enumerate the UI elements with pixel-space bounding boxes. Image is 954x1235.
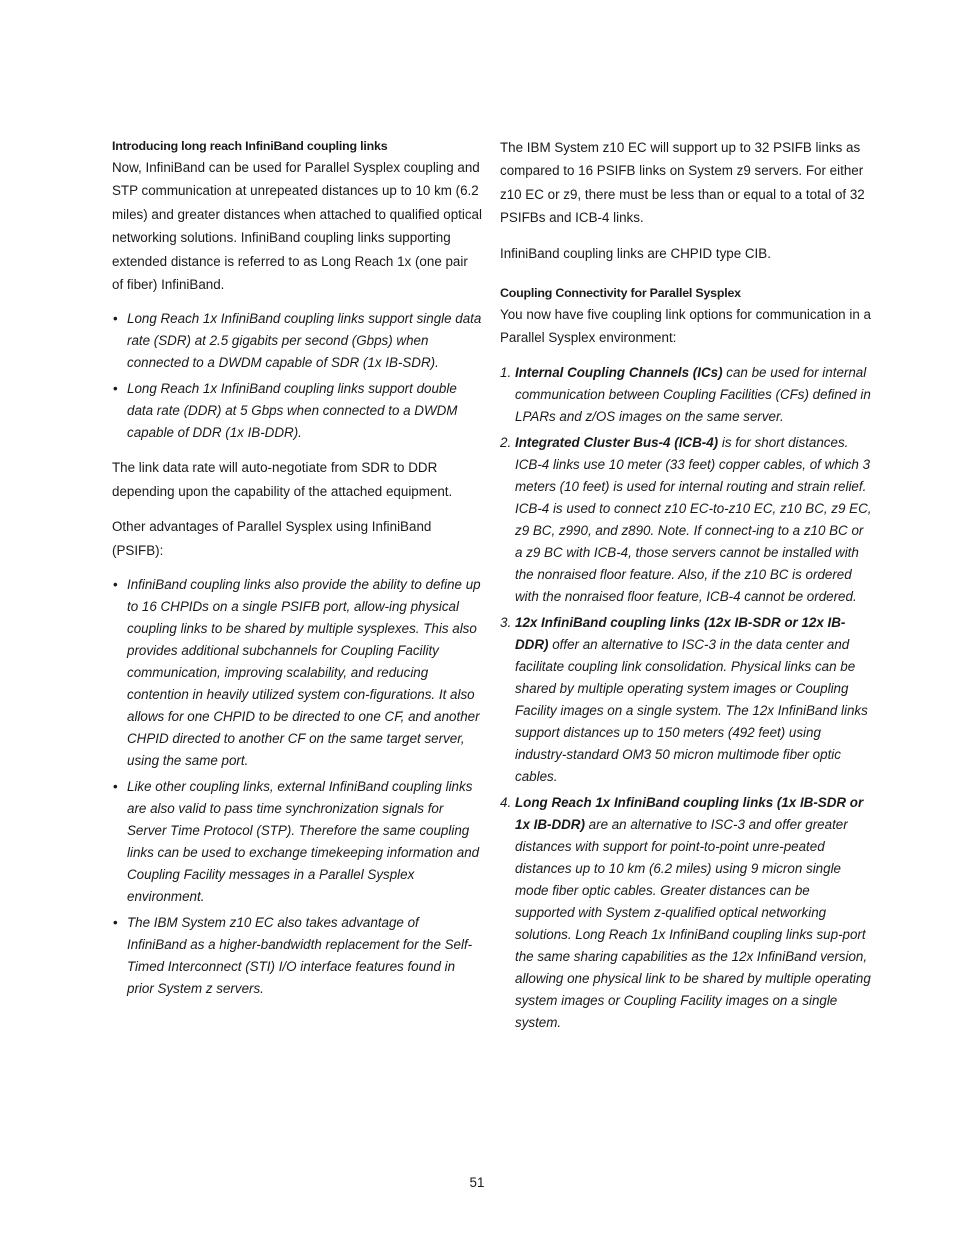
item-number: 1. bbox=[500, 364, 512, 380]
bullet-dot: • bbox=[113, 779, 118, 795]
item-text: is for short distances. ICB-4 links use 10 meter (33 feet) copper cables, of which 3 meters (10 feet) is used for internal routing and strain relief. ICB-4 is used to connect z10 EC-to-z10 EC, z10 BC, z9 EC, z9 BC, z990, and z890. Note. If connect-ing to a z10 BC or a z9 BC with ICB-4, those servers cannot be installed with the nonraised floor feature. Also, if the z10 BC is ordered with the nonraised floor feature, ICB-4 cannot be ordered. bbox=[515, 434, 872, 604]
page-number: 51 bbox=[469, 1175, 485, 1190]
bullet-item: • Long Reach 1x InfiniBand coupling links support double data rate (DDR) at 5 Gbps when connected to a DWDM capable of DDR (1x IB-DDR). bbox=[112, 378, 482, 444]
coupling-options-list bbox=[500, 362, 872, 1034]
coupling-option-item bbox=[500, 612, 872, 788]
coupling-option-item bbox=[500, 792, 872, 1034]
advantages-bullet-list bbox=[112, 574, 482, 1000]
item-text: are an alternative to ISC-3 and offer greater distances with support for point-to-point unre-peated distances up to 10 km (6.2 miles) using 9 micron single mode fiber optic cables. Greater distances can be supported with System z-qualified optical networking solutions. Long Reach 1x InfiniBand coupling links sup-port the same sharing capabilities as the 12x InfiniBand version, allowing one physical link to be shared by multiple operating system images or Coupling Facility images on a single system. bbox=[515, 816, 871, 1030]
advantages-paragraph: Other advantages of Parallel Sysplex using InfiniBand (PSIFB): bbox=[112, 519, 432, 558]
coupling-options-paragraph: You now have five coupling link options for communication in a Parallel Sysplex environment: bbox=[500, 307, 871, 346]
auto-negotiate-paragraph: The link data rate will auto-negotiate from SDR to DDR depending upon the capability of the attached equipment. bbox=[112, 460, 453, 499]
bullet-item: • Like other coupling links, external InfiniBand coupling links are also valid to pass time synchronization signals for Server Time Protocol (STP). Therefore the same coupling links can be used to exchange timekeeping information and Coupling Facility messages in a Parallel Sysplex environment. bbox=[112, 776, 482, 908]
data-rate-bullet-list bbox=[112, 308, 482, 444]
intro-paragraph: Now, InfiniBand can be used for Parallel Sysplex coupling and STP communication at unrepeated distances up to 10 km (6.2 miles) and greater distances when attached to qualified optical networking solutions. InfiniBand coupling links supporting extended distance is referred to as Long Reach 1x (one pair of fiber) InfiniBand. bbox=[112, 160, 482, 293]
bullet-dot: • bbox=[113, 915, 118, 931]
section-heading-long-reach: Introducing long reach InfiniBand coupling links bbox=[112, 139, 388, 153]
item-title: Long Reach 1x InfiniBand coupling links (1x IB-SDR or 1x IB-DDR) bbox=[515, 794, 864, 832]
section-heading-coupling-connectivity: Coupling Connectivity for Parallel Sysplex bbox=[500, 286, 741, 301]
item-number: 4. bbox=[500, 794, 512, 810]
psifb-limit-paragraph: The IBM System z10 EC will support up to 32 PSIFB links as compared to 16 PSIFB links on System z9 servers. For either z10 EC or z9, there must be less than or equal to a total of 32 PSIFBs and ICB-4 links. bbox=[500, 140, 865, 226]
bullet-item: • InfiniBand coupling links also provide the ability to define up to 16 CHPIDs on a single PSIFB port, allow-ing physical coupling links to be shared by multiple sysplexes. This also provides additional subchannels for Coupling Facility communication, improving scalability, and reducing contention in heavily utilized system con-figurations. It also allows for one CHPID to be directed to one CF, and another CHPID directed to another CF on the same target server, using the same port. bbox=[112, 574, 482, 772]
item-text: can be used for internal communication between Coupling Facilities (CFs) defined in LPARs and z/OS images on the same server. bbox=[515, 364, 871, 424]
item-number: 3. bbox=[500, 614, 512, 630]
bullet-dot: • bbox=[113, 311, 118, 327]
left-column bbox=[112, 136, 482, 1012]
chpid-type-paragraph: InfiniBand coupling links are CHPID type CIB. bbox=[500, 245, 771, 261]
bullet-dot: • bbox=[113, 381, 118, 397]
item-title: Internal Coupling Channels (ICs) bbox=[515, 364, 723, 380]
item-number: 2. bbox=[500, 434, 512, 450]
coupling-option-item bbox=[500, 432, 872, 608]
coupling-option-item bbox=[500, 362, 872, 428]
bullet-dot: • bbox=[113, 577, 118, 593]
item-text: offer an alternative to ISC-3 in the data center and facilitate coupling link consolidation. Physical links can be shared by multiple operating system images or Coupling Facility images on a single system. The 12x InfiniBand links support distances up to 150 meters (492 feet) using industry-standard OM3 50 micron multimode fiber optic cables. bbox=[515, 636, 868, 784]
bullet-item: • The IBM System z10 EC also takes advantage of InfiniBand as a higher-bandwidth replacement for the Self-Timed Interconnect (STI) I/O interface features found in prior System z servers. bbox=[112, 912, 482, 1000]
item-title: Integrated Cluster Bus-4 (ICB-4) bbox=[515, 434, 719, 450]
right-column bbox=[500, 136, 872, 1038]
bullet-item: • Long Reach 1x InfiniBand coupling links support single data rate (SDR) at 2.5 gigabits per second (Gbps) when connected to a DWDM capable of SDR (1x IB-SDR). bbox=[112, 308, 482, 374]
item-title: 12x InfiniBand coupling links (12x IB-SDR or 12x IB-DDR) bbox=[515, 614, 846, 652]
